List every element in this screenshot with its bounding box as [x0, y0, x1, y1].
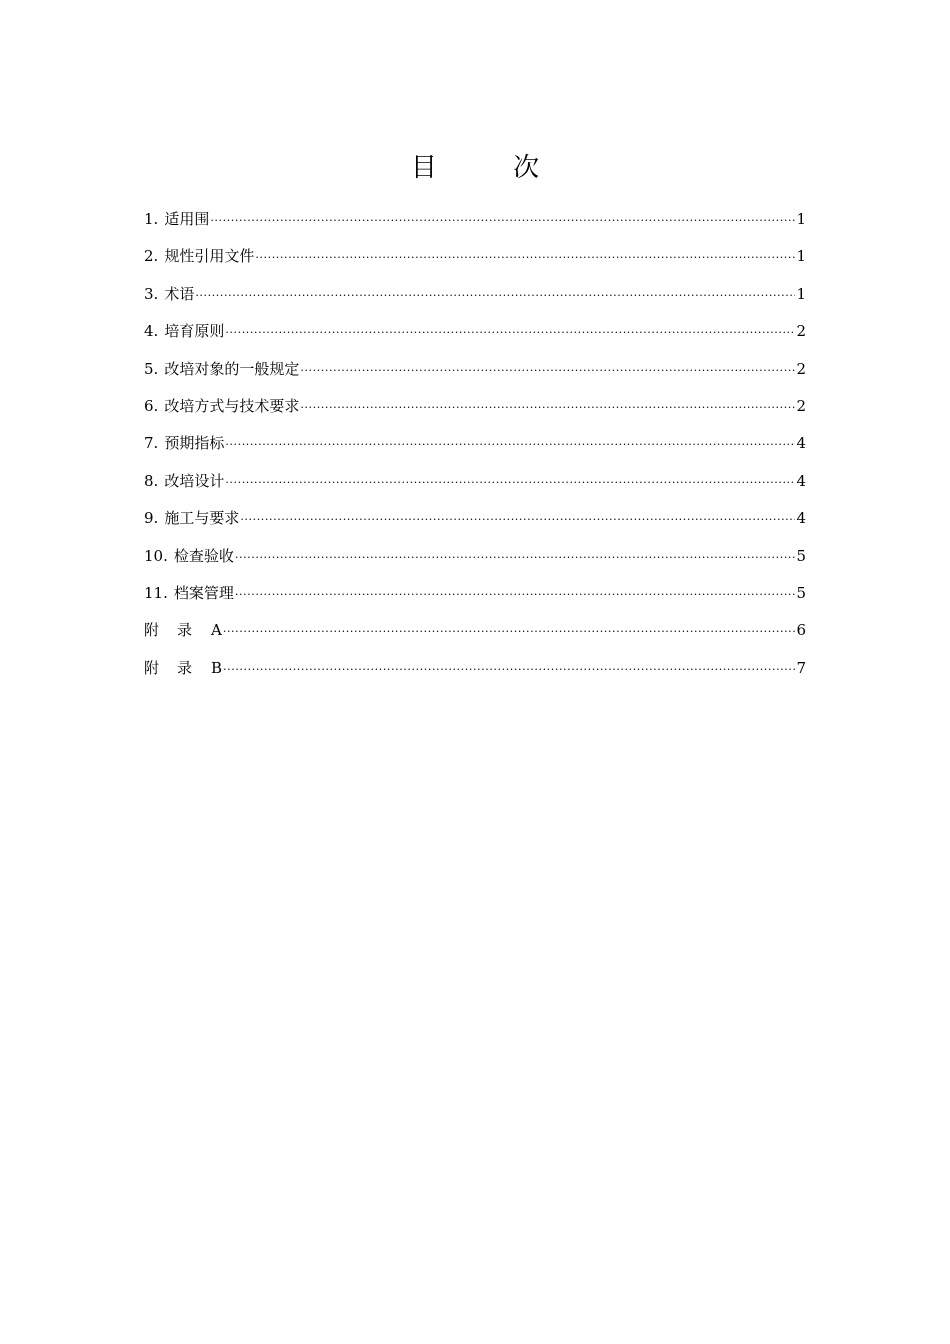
- toc-entry-label: [144, 615, 222, 645]
- toc-entry-text: 术语: [164, 284, 195, 303]
- toc-entry[interactable]: [144, 466, 806, 503]
- toc-appendix-entry[interactable]: [144, 615, 806, 652]
- toc-entry[interactable]: [144, 354, 806, 391]
- toc-entry[interactable]: [144, 204, 806, 241]
- toc-page-number: 7: [796, 658, 806, 677]
- toc-entry-text: 档案管理: [173, 583, 234, 602]
- toc-entry-text: 改培设计: [164, 471, 225, 490]
- toc-dot-leader: [240, 509, 795, 523]
- toc-page-number: 2: [796, 359, 806, 378]
- toc-page-number: 2: [796, 322, 806, 341]
- toc-dot-leader: [235, 547, 796, 561]
- toc-entry[interactable]: [144, 316, 806, 353]
- toc-dot-leader: [225, 322, 795, 336]
- toc-appendix-letter: A: [211, 621, 222, 640]
- toc-entry-text: 检查验收: [173, 546, 234, 565]
- toc-page-number: 4: [796, 471, 806, 490]
- toc-entry-label: [144, 653, 222, 683]
- toc-dot-leader: [235, 584, 796, 598]
- toc-appendix-letter: B: [211, 658, 223, 677]
- page-title: 目 次: [410, 153, 574, 183]
- toc-page-number: 4: [796, 434, 806, 453]
- toc-entry-label: [144, 391, 299, 421]
- toc-appendix-entry[interactable]: [144, 653, 806, 690]
- table-of-contents: [144, 204, 806, 690]
- toc-entry-text: 改培对象的一般规定: [164, 359, 300, 378]
- toc-page-number: 5: [796, 546, 806, 565]
- toc-dot-leader: [225, 434, 795, 448]
- toc-entry[interactable]: [144, 503, 806, 540]
- toc-entry-label: [144, 541, 234, 571]
- toc-entry-label: [144, 279, 194, 309]
- toc-entry-text: 施工与要求: [164, 509, 240, 528]
- toc-entry-label: [144, 466, 224, 496]
- toc-entry-number: 8.: [144, 471, 159, 490]
- toc-page-number: 4: [796, 509, 806, 528]
- toc-dot-leader: [223, 659, 795, 673]
- toc-entry-label: [144, 578, 234, 608]
- toc-dot-leader: [300, 397, 795, 411]
- toc-entry[interactable]: [144, 391, 806, 428]
- toc-entry-label: [144, 354, 299, 384]
- toc-entry[interactable]: [144, 279, 806, 316]
- toc-appendix-word: 附录: [144, 621, 211, 640]
- toc-entry-number: 5.: [144, 359, 159, 378]
- toc-entry-number: 6.: [144, 396, 159, 415]
- toc-entry-label: [144, 204, 209, 234]
- toc-page-number: 1: [796, 210, 806, 228]
- toc-entry-text: 预期指标: [164, 434, 225, 453]
- toc-entry-label: [144, 428, 224, 458]
- toc-entry-text: 适用围: [164, 210, 210, 228]
- toc-entry-number: 4.: [144, 322, 159, 341]
- toc-entry-number: 11.: [144, 583, 168, 602]
- toc-entry-text: 改培方式与技术要求: [164, 396, 300, 415]
- toc-entry-label: [144, 241, 254, 271]
- toc-dot-leader: [225, 472, 795, 486]
- toc-appendix-word: 附录: [144, 658, 211, 677]
- toc-page-number: 6: [796, 621, 806, 640]
- toc-entry-number: 9.: [144, 509, 159, 528]
- toc-entry[interactable]: [144, 241, 806, 278]
- toc-dot-leader: [255, 247, 795, 261]
- toc-dot-leader: [195, 285, 795, 299]
- toc-entry-label: [144, 316, 224, 346]
- toc-entry[interactable]: [144, 428, 806, 465]
- toc-entry-text: 规性引用文件: [164, 247, 255, 266]
- toc-entry[interactable]: [144, 541, 806, 578]
- toc-entry-text: 培育原则: [164, 322, 225, 341]
- toc-entry-number: 1.: [144, 210, 159, 228]
- toc-entry-number: 3.: [144, 284, 159, 303]
- toc-page-number: 5: [796, 583, 806, 602]
- toc-page-number: 1: [796, 247, 806, 266]
- toc-page-number: 2: [796, 396, 806, 415]
- toc-entry[interactable]: [144, 578, 806, 615]
- toc-dot-leader: [223, 621, 796, 635]
- toc-dot-leader: [300, 360, 795, 374]
- toc-entry-number: 2.: [144, 247, 159, 266]
- toc-entry-label: [144, 503, 239, 533]
- toc-entry-number: 10.: [144, 546, 168, 565]
- toc-dot-leader: [210, 210, 795, 224]
- toc-page-number: 1: [796, 284, 806, 303]
- toc-entry-number: 7.: [144, 434, 159, 453]
